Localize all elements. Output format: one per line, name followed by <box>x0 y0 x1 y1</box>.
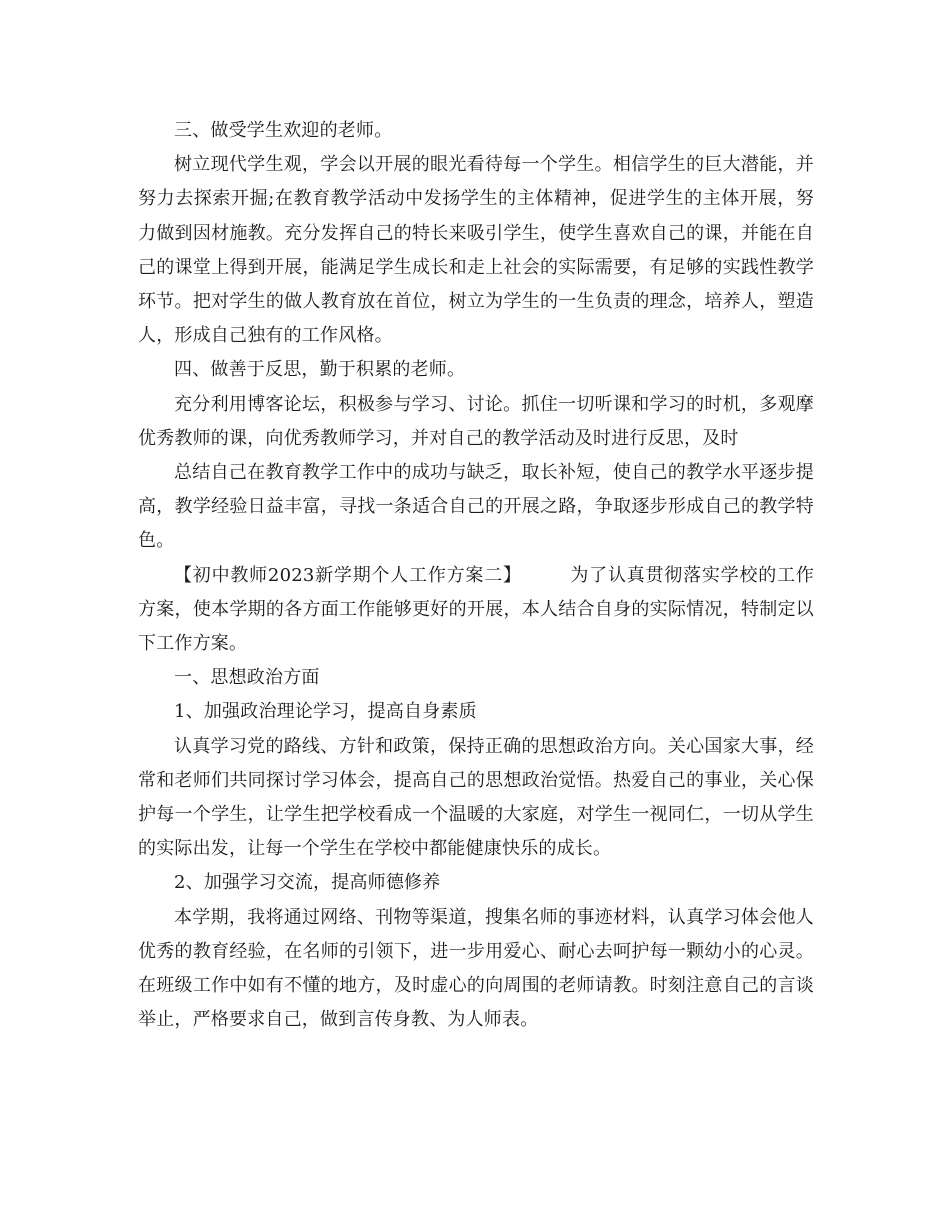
paragraph-summary: 总结自己在教育教学工作中的成功与缺乏，取长补短，使自己的教学水平逐步提高，教学经验日益丰富，寻找一条适合自己的开展之路，争取逐步形成自己的教学特色。 <box>138 462 814 552</box>
plan-two-title: 【初中教师2023新学期个人工作方案二】 <box>174 564 522 586</box>
paragraph-reflection: 充分利用博客论坛，积极参与学习、讨论。抓住一切听课和学习的时机，多观摩优秀教师的课，向优秀教师学习，并对自己的教学活动及时进行反思，及时 <box>138 393 814 449</box>
section-heading-political: 一、思想政治方面 <box>174 667 320 689</box>
document-body <box>138 114 814 1037</box>
section-heading-three: 三、做受学生欢迎的老师。 <box>174 120 393 141</box>
subheading-theory-study: 1、加强政治理论学习，提高自身素质 <box>174 701 477 723</box>
subheading-ethics: 2、加强学习交流，提高师德修养 <box>174 872 441 894</box>
plan-two-intro: 为了认真贯彻落实学校的工作方案，使本学期的各方面工作能够更好的开展，本人结合自身的实际情况，特制定以下工作方案。 <box>138 564 814 655</box>
paragraph-political-study: 认真学习党的路线、方针和政策，保持正确的思想政治方向。关心国家大事，经常和老师们共同探讨学习体会，提高自己的思想政治觉悟。热爱自己的事业，关心保护每一个学生，让学生把学校看成一个温暖的大家庭，对学生一视同仁，一切从学生的实际出发，让每一个学生在学校中都能健康快乐的成长。 <box>138 735 814 860</box>
section-heading-four: 四、做善于反思，勤于积累的老师。 <box>174 359 466 381</box>
paragraph-student-view: 树立现代学生观，学会以开展的眼光看待每一个学生。相信学生的巨大潜能，并努力去探索开掘;在教育教学活动中发扬学生的主体精神，促进学生的主体开展，努力做到因材施教。充分发挥自己的特长来吸引学生，使学生喜欢自己的课，并能在自己的课堂上得到开展，能满足学生成长和走上社会的实际需要，有足够的实践性教学环节。把对学生的做人教育放在首位，树立为学生的一生负责的理念，培养人，塑造人，形成自己独有的工作风格。 <box>138 154 814 347</box>
paragraph-plan-two <box>138 559 814 662</box>
paragraph-ethics: 本学期，我将通过网络、刊物等渠道，搜集名师的事迹材料，认真学习体会他人优秀的教育经验，在名师的引领下，进一步用爱心、耐心去呵护每一颗幼小的心灵。在班级工作中如有不懂的地方，及时虚心的向周围的老师请教。时刻注意自己的言谈举止，严格要求自己，做到言传身教、为人师表。 <box>138 906 814 1031</box>
